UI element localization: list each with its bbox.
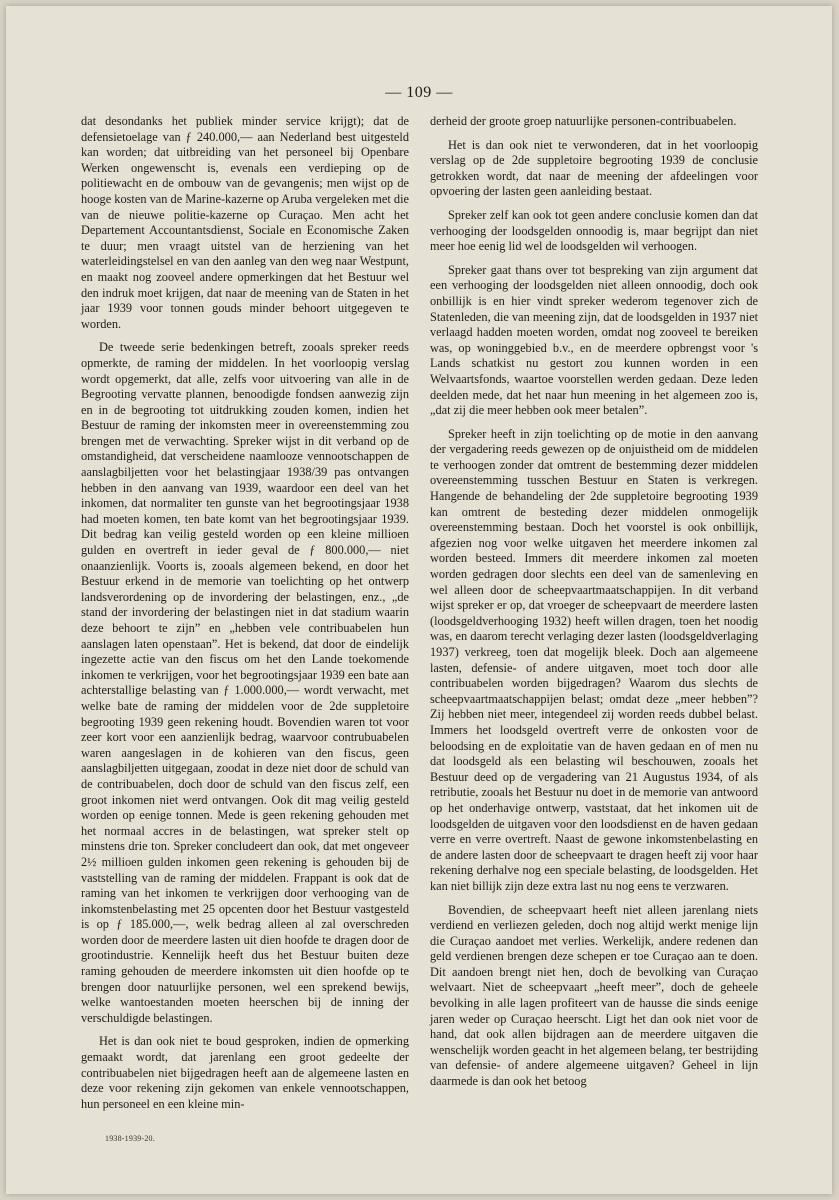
paragraph: derheid der groote groep natuurlijke personen-contribuabelen. [430, 114, 737, 128]
paragraph: Spreker heeft in zijn toelichting op de motie in den aanvang der vergadering reeds gewezen op de onjuistheid om de middelen te verhoogen zonder dat omtrent de bestemming dezer middelen overeenstemming tusschen Bestuur en Staten is verkregen. Hangende de behandeling der 2de suppletoire begrooting 1939 kan omtrent de besteding dezer middelen onmogelijk overeenstemming bestaan. Doch het voorstel is ook onbillijk, afgezien nog voor welke uitgaven het meerdere inkomen zal worden besteed. Immers dit meerdere inkomen zal moeten worden gedragen door slechts een deel van de samenleving en wel alleen door de scheepvaartmaatschappijen. In dit verband wijst spreker er op, dat vroeger de scheepvaart de meerdere lasten (loodsgeldverhooging 1932) heeft willen dragen, toen het noodig was, en daarom terecht verlaging dezer lasten (loodsgeldverlaging 1937) verkreeg, toen dat mogelijk bleek. Doch aan algemeene lasten, defensie- of andere uitgaven, moet toch door alle contribuabelen worden bijgedragen? Waarom dus slechts de scheepvaartmaatschappijen belast; omdat deze „meer hebben”? Zij hebben niet meer, integendeel zij worden reeds dubbel belast. Immers het loodsgeld overtreft verre de onkosten voor de beloodsing en de exploitatie van de haven gedaan en of men nu dat loodsgeld als een belasting wil beschouwen, zooals het Bestuur deed op de vergadering van 21 Augustus 1934, of als retributie, zooals het Bestuur nu doet in de memorie van antwoord op het onderhavige ontwerp, vaststaat, dat het inkomen uit de loodsgelden de uitgaven voor den loodsdienst en de haven gedaan verre en verre overtreft. Naast de gewone inkomstenbelasting en de andere lasten door de scheepvaart te dragen heeft zij voor haar rekening derhalve nog een speciale belasting, de loodsgelden. Het kan niet billijk zijn deze extra last nu nog eens te verzwaren. [430, 426, 758, 893]
footer-code: 1938-1939-20. [105, 1134, 155, 1143]
paragraph: Spreker zelf kan ook tot geen andere conclusie komen dan dat verhooging der loodsgelden onnoodig is, maar begrijpt dan niet meer hoe eenig lid wel de loodsgelden wil verhoogen. [430, 207, 758, 254]
left-column [81, 114, 409, 1120]
page-number: — 109 — [385, 84, 453, 101]
document-page [6, 6, 832, 1194]
right-column [430, 114, 758, 1098]
paragraph: Het is dan ook niet te verwonderen, dat in het voorloopig verslag op de 2de suppletoire begrooting 1939 de conclusie getrokken wordt, dat naar de meening der afdeelingen voor opvoering der lasten geen aanleiding bestaat. [430, 137, 758, 199]
paragraph: dat desondanks het publiek minder service krijgt); dat de defensietoelage van ƒ 240.000,— aan Nederland best uitgesteld kan worden; dat uitbreiding van het personeel bij Openbare Werken ongewenscht is, evenals een verdieping op de politiewacht en de ombouw van de gevangenis; men wijst op de hooge kosten van de Marine-kazerne op Aruba vergeleken met die van de nieuwe politie-kazerne op Curaçao. Men acht het Departement Accountantsdienst, Sociale en Economische Zaken te duur; men vraagt uitstel van de herziening van het waterleidingstelsel en van den aanleg van den weg naar Westpunt, en maakt nog zooveel andere opmerkingen dat het Bestuur wel den indruk moet krijgen, dat naar de meening van de Staten in het jaar 1939 voor tonnen gouds minder behoort uitgegeven te worden. [81, 114, 409, 331]
paragraph: Bovendien, de scheepvaart heeft niet alleen jarenlang niets verdiend en verliezen geleden, doch nog altijd werkt menige lijn die Curaçao aandoet met verlies. Werkelijk, andere redenen dan geld verdienen brengen deze schepen er toe Curaçao aan te doen. Dit aandoen brengt niet hen, doch de bevolking van Curaçao welvaart. Niet de scheepvaart „heeft meer”, doch de geheele bevolking in alle lagen profiteert van de hausse die sinds eenige jaren weder op Curaçao heerscht. Ligt het dan ook niet voor de hand, dat ook allen bijdragen aan de meerdere uitgaven die wenschelijk worden geacht in het algemeen belang, ter bestrijding van defensie- of andere algemeene uitgaven? Geheel in lijn daarmede is dan ook het betoog [430, 902, 758, 1089]
paragraph: Het is dan ook niet te boud gesproken, indien de opmerking gemaakt wordt, dat jarenlang een groot gedeelte der contribuabelen niet bijgedragen heeft aan de algemeene lasten en deze voor rekening zijn gekomen van enkele vennootschappen, hun personeel en een kleine min- [81, 1034, 409, 1111]
paragraph: Spreker gaat thans over tot bespreking van zijn argument dat een verhooging der loodsgelden niet alleen onnoodig, doch ook onbillijk is en hier vindt spreker wederom tegenover zich de Statenleden, die van meening zijn, dat de loodsgelden in 1937 niet verlaagd hadden moeten worden, omdat nog zooveel te bereiken was, op woninggebied b.v., en de meerdere opbrengst voor 's Lands schatkist nu gestort zou kunnen worden in een Welvaartsfonds, waartoe voorstellen werden gedaan. Deze leden deelden mede, dat het naar hun meening in het algemeen zoo is, „dat zij die meer hebben ook meer betalen”. [430, 262, 758, 418]
paragraph: De tweede serie bedenkingen betreft, zooals spreker reeds opmerkte, de raming der middelen. In het voorloopig verslag wordt opgemerkt, dat alle, zelfs voor uitvoering van alle in de Begrooting vervatte plannen, benoodigde fondsen aanwezig zijn en in de begrooting tot uitdrukking zouden komen, indien het Bestuur de raming der inkomsten meer in overeenstemming zou brengen met de verwachting. Spreker wijst in dit verband op de omstandigheid, dat verscheidene naamlooze vennootschappen de aanslagbiljetten voor het belastingjaar 1938/39 pas ontvangen hebben in den aanvang van 1939, waardoor een deel van het inkomen, dat normaliter ten gunste van het begrootingsjaar 1938 had moeten komen, ten bate komt van het begrootingsjaar 1939. Dit bedrag kan veilig gesteld worden op een kleine millioen gulden en overtreft in ieder geval de ƒ 800.000,— niet onaanzienlijk. Voorts is, zooals algemeen bekend, en door het Bestuur erkend in de memorie van toelichting op het ontwerp landsverordening op de invordering der belastingen, enz., „de stand der invordering der belastingen niet in dat stadium waarin deze behoort te zijn” en „hebben vele contribuabelen hun aanslagen laten openstaan”. Het is bekend, dat door de eindelijk ingezette actie van den fiscus om het den Lande toekomende inkomen te verkrijgen, voor het begrootingsjaar 1939 een bate aan achterstallige belasting van ƒ 1.000.000,— wordt verwacht, met welke bate de raming der middelen voor de 2de suppletoire begrooting 1939 geen rekening houdt. Bovendien waren tot voor zeer kort voor een aanzienlijk bedrag, waarvoor contrubuabelen waren aangeslagen in de kohieren van den fiscus, geen aanslagbiljetten uitgegaan, zoodat in deze niet door de schuld van de contribuabelen, doch door de schuld van den fiscus zelf, een groot inkomen niet werd ontvangen. Ook dit mag veilig gesteld worden op eenige tonnen. Mede is geen rekening gehouden met het normaal accres in de belastingen, wat spreker stelt op minstens drie ton. Spreker concludeert dan ook, dat met ongeveer 2½ millioen gulden inkomen geen rekening is gehouden bij de vaststelling van de raming der middelen. Frappant is ook dat de raming van het inkomen te verkrijgen door verhooging van de inkomstenbelasting met 25 opcenten door het Bestuur vastgesteld is op ƒ 185.000,—, welk bedrag alleen al zal overschreden worden door de meerdere lasten uit dien hoofde te dragen door de grootindustrie. Kennelijk heeft dus het Bestuur buiten deze raming gehouden de meerdere inkomsten uit dien hoofde op te brengen door natuurlijke personen, wel een sprekend bewijs, welke wantoestanden moeten heerschen bij de inning der verschuldigde belastingen. [81, 340, 409, 1025]
